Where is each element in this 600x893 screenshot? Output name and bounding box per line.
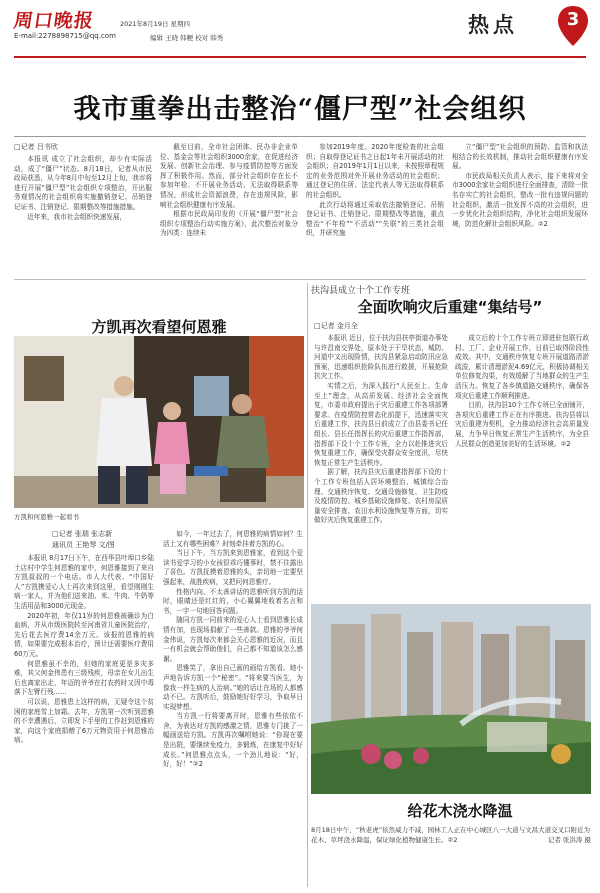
lead-byline: □记者 吕书欣 (14, 143, 58, 151)
lead-column-1 (14, 155, 152, 275)
right-story-title: 全面吹响灾后重建“集结号” (357, 298, 543, 316)
paragraph: 性格内向、不太善讲话的恩雅听到方凯的话时，眼睛还是红红的，小心翼翼地收着名言和书，一字一句地回答问题。 (163, 587, 303, 615)
right-byline: □记者 金月全 (314, 322, 358, 330)
paragraph: 当日下午，当方凯来到恩雅家，看到这个爱读书爱学习的小女孩很乖巧懂事时，禁不住露出了喜色。方凯抚摸着恩雅的头，亲切地一定要坚强起来，战胜疾病，又把问何恩雅疗。 (163, 549, 303, 586)
right-column-1 (314, 334, 448, 598)
bottom-story-caption (311, 826, 591, 845)
paragraph: 如今，一年过去了，何恩雅的病情如何？生活上又有哪些困难？时刻牵挂着方凯的心。 (163, 530, 303, 548)
issue-date: 2021年8月19日 星期四 (120, 20, 191, 28)
column-divider (307, 283, 308, 887)
paragraph: 随同方凯一同前来的爱心人士看到恩雅长成情有加，也现场捐献了一些善款。恩雅的爷爷何金伟说，方凯每次来都会关心恩雅的近况，而且一有机会就会帮助他们，自己都不知道该怎么感谢。 (163, 616, 303, 663)
right-story-subtitle: 扶沟县成立十个工作专班 (311, 286, 411, 296)
paragraph: 当方凯一行将要离开时，恩雅有些依依不舍，为表达对方凯的感激之情，恩雅专门挑了一幅画送给方凯。方凯再次嘱咐她说：“你现在要是出院，要继续免疫力，多锻炼，在康复中好好成长。”何恩雅点点头，一个劲儿地说：“好，好，好！”②2 (163, 712, 303, 769)
photo-credit: 记者 张洪涛 摄 (547, 835, 591, 844)
paragraph: 市民政局相关负责人表示，接下来将对全市3000余家社会组织进行全面排查，清除一批名存实亡的社会组织，整改一批有违规问题的社会组织，激活一批发挥不高的社会组织，进一步优化社会组织结构，净化社会组织发展环境，防范化解社会组织风险。②2 (452, 171, 588, 228)
left-column-2 (163, 530, 303, 884)
paragraph: 本报讯 8月17日下午，在西华县叶埠口乡陆土店村中学生何恩雅的家中，何恩雅接到了来自方凯叔叔的一个电话。市人大代表、“中国好人”方凯携爱心人士再次来到这里，看望刚刚生病一家人，并为他们送来油、米、牛肉、牛奶等生活用品和3000元现金。 (14, 554, 154, 610)
right-column-2 (455, 334, 589, 598)
left-story-title: 方凯再次看望何恩雅 (91, 318, 227, 336)
paragraph: 截至目前，全市社会团体、民办非企业单位、基金会等社会组织3000余家，在促进经济发展、创新社会治理、参与疫情防控等方面发挥了积极作用。然而，部分社会组织存在长不参加年检、不开展业务活动、无法取得联系等情况，形成社会资源浪费，存在违规风险，影响社会组织健康有序发展。 (160, 143, 298, 209)
lead-column-3 (306, 143, 444, 275)
visit-photo (14, 336, 304, 508)
paragraph: 何恩雅虽不幸的，但她的家庭更是多灾多难，其父何金伟患有三级残疾，母亲在女儿出生后也离家出走，年迈的爷爷在打农药时又因中毒落下左臂行残…… (14, 659, 154, 697)
section-title: 热点 (468, 12, 518, 37)
paragraph: 根据市民政局印发的《开展“僵尸型”社会组织专项整治行动实施方案》，此次整治对象分为四类：连续未 (160, 210, 298, 238)
paragraph: 据了解，扶沟县灾后重建指挥部下设的十个工作专班包括人居环境整治、城镇综合治理、交通秩序恢复、交通设施修复、卫生防疫及疫情防控、城乡基础设施修复、农村房屋质量安全排查、农田水利设施恢复等方面，切实做好灾后恢复重建工作。 (314, 468, 448, 525)
editor-credits: 编辑 王晓 韩粳 校对 韩秀 (150, 34, 224, 42)
paragraph: 可以说，恩雅患上这样的病，无疑令这个贫困的家庭雪上加霜。去年，方凯第一次听到恩雅的不幸遭遇后，立即发下手里的工作赶到恩雅的家，向这个家庭捐赠了6万元物资用于何恩雅治病。 (14, 697, 154, 745)
paragraph: 参加2019年度、2020年度检查的社会组织；自取得登记证书之日起1年未开展活动的社会组织；自2019年1月1日以来，未按照章程规定的业务范围对外开展业务活动的社会组织；通过登记的住所、法定代表人等无法取得联系的社会组织。 (306, 143, 444, 199)
bottom-story-title: 给花木浇水降温 (407, 802, 513, 820)
paragraph: 目前，扶沟县10个工作专班已全面铺开，各项灾后重建工作正在有序推进。扶沟县将以灾后重建为契机，全力推动经济社会高质量发展，力争早日恢复正常生产生活秩序，为全县人民群众创造更加美好的生活环境。②2 (455, 401, 589, 448)
watering-photo (311, 604, 591, 794)
left-byline-2: 通讯员 王艳琴 文/图 (52, 541, 115, 549)
masthead-rule (14, 56, 586, 58)
paragraph: 近年来，我市社会组织快速发展， (27, 212, 127, 221)
main-headline: 我市重拳出击整治“僵尸型”社会组织 (73, 94, 527, 125)
caption-text: 8月18日中午，“秋老虎”依然威力不减，园林工人正在中心城区八一大道与文昌大道交叉口附近为花木、草坪浇水降温，保证绿化植物健康生长。②2 (311, 826, 591, 844)
left-column-1 (14, 554, 154, 884)
section-divider (14, 279, 586, 280)
page-number: 3 (566, 9, 580, 30)
masthead (0, 0, 600, 62)
paragraph: 本报讯 近日，位于扶沟县扶亭街道办事处与许昌南交界处，原本处于干旱状态，城防、河道中又出现险情，扶沟县紧急启动防汛应急预案，迅速组织抢险队伍进行救援，开展抢险抗灾工作。 (314, 334, 448, 381)
paragraph: 恩雅笑了，拿出自己画的画给方凯看。她小声地告诉方凯一个“秘密”。“将来要当医生，为像我一样生病的人治病。”她的话让在场的人都感动不已。方凯听后，鼓励她好好学习，争取早日实现梦想。 (163, 664, 303, 711)
paragraph: 成立后的十个工作专班立即进驻包联行政村、工厂、企业开展工作，日前已取得阶段性成效。其中，交通秩序恢复专班开展道路清淤疏浚，累计清理淤泥4.69亿元，积极协调相关单位修复沟渠，有效缓解了当地群众的生产生活压力。恢复了各乡镇道路交通秩序，确保各项灾后重建工作顺利推进。 (455, 334, 589, 400)
photo-caption: 方凯和何恩雅一起看书 (14, 513, 79, 521)
paragraph: 本报讯 成立了社会组织，却少有实际活动，成了“僵尸”状态。8月18日，记者从市民政局获悉，从今年8月中旬至12月上旬，我市将进行开展“僵尸型”社会组织专项整治，开出服务观情况的社会组织将实施撤销登记、吊销登记证书、注销登记、限期整改等措施措施。 (14, 155, 152, 211)
paragraph: 此次行动将通过采取依法撤销登记、吊销登记证书、注销登记、限期整改等措施，重点整治“不年检”“不活动”“失联”的三类社会组织，并研究施 (306, 200, 444, 238)
newspaper-logo: 周口晚报 (12, 10, 96, 32)
headline-rule (14, 136, 586, 137)
left-byline-1: □记者 张瑞 张志新 (52, 530, 113, 538)
lead-column-4 (452, 143, 588, 275)
paragraph: 2020年初，年仅11岁的何恩雅被确诊为白血病，并从市级医院转至河南省儿童医院治疗，先后花去医疗费14余万元。该报的恩雅的病情，如果要完成根本治疗，预计还需要医疗费用60万元。 (14, 611, 154, 658)
paragraph: 实情之后，为深入践行“人民至上、生命至上”理念，从高质发展、经济社会全面恢复，市委市政府提出于灾后重建工作各项部署要求。在疫情防控常态化前提下，迅速落实灾后重建工作，扶沟县日前成立了由县委书记任组长、县长任指挥长的灾后重建工作指挥部，指挥部下设十个工作专班，全力以赴推进灾后恢复重建工作，确保受灾群众安全度汛，尽快恢复正常生产生活秩序。 (314, 381, 448, 467)
lead-column-2 (160, 143, 298, 275)
contact-email: E-mail:2278898715@qq.com (14, 32, 116, 40)
paragraph: 立“僵尸型”社会组织的预防、监管和执法相结合的长效机制，推动社会组织健康有序发展。 (452, 143, 588, 171)
